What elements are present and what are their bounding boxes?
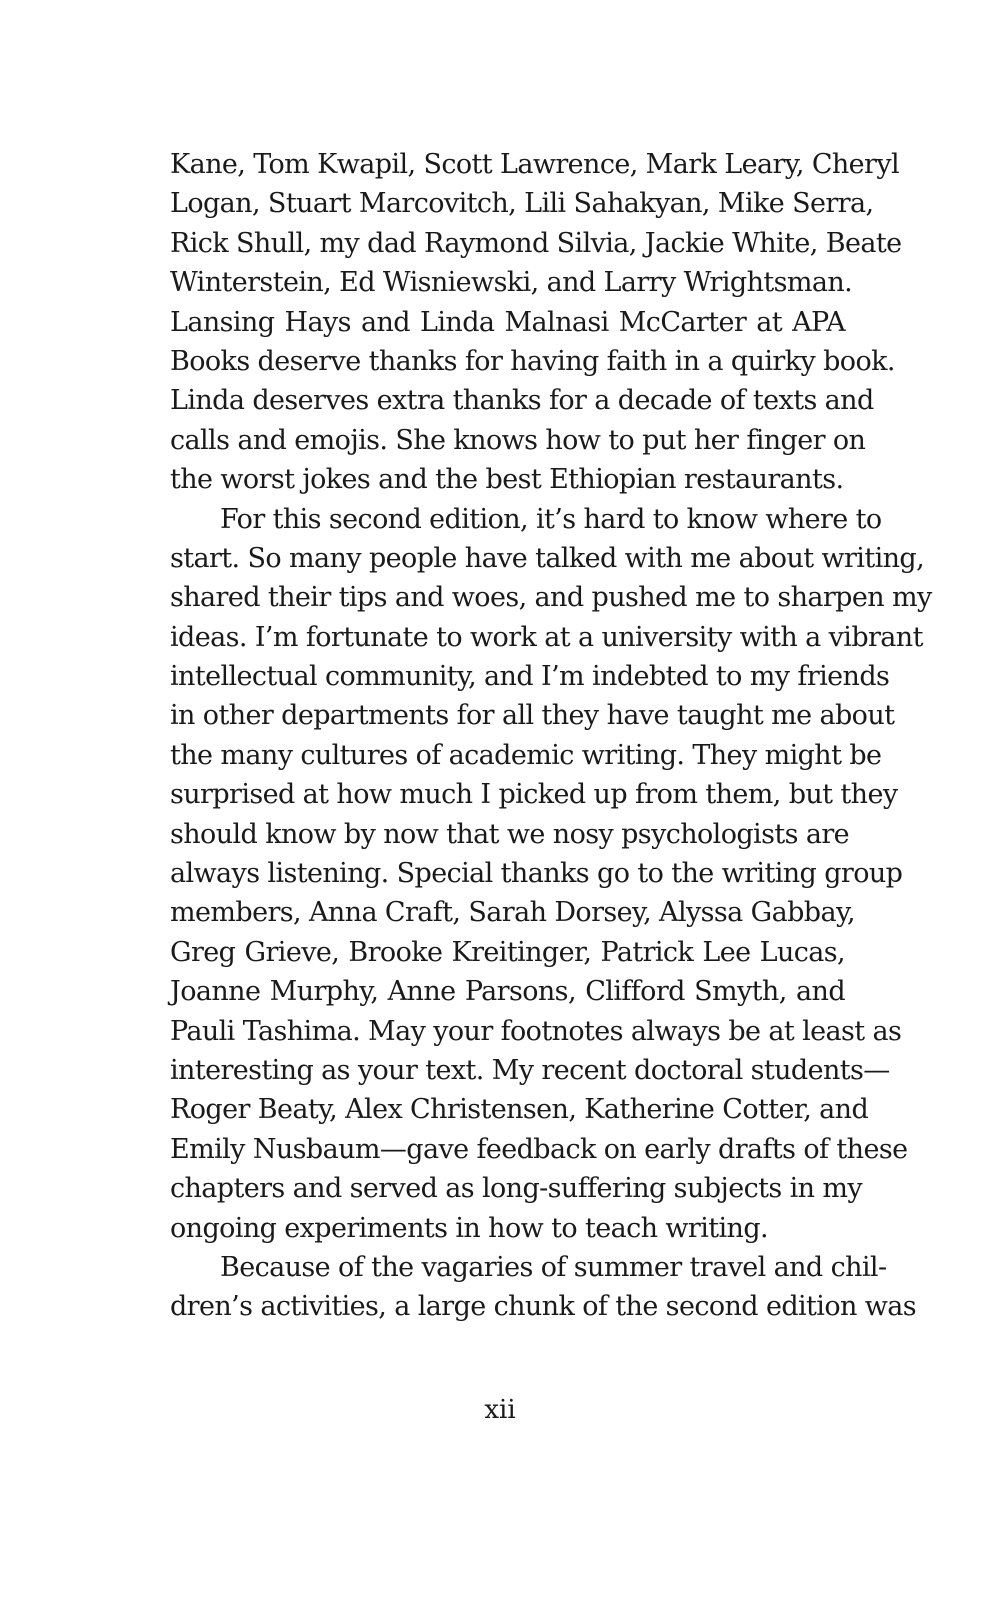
text-line: Because of the vagaries of summer travel and chil-: [220, 1251, 887, 1283]
text-line: in other departments for all they have taught me about: [170, 700, 895, 732]
body-text: [170, 145, 932, 1327]
text-line: Rick Shull, my dad Raymond Silvia, Jackie White, Beate: [170, 227, 902, 259]
text-line: Joanne Murphy, Anne Parsons, Clifford Smyth, and: [170, 976, 845, 1008]
text-line: always listening. Special thanks go to the writing group: [170, 858, 903, 890]
text-line: interesting as your text. My recent doctoral students—: [170, 1054, 890, 1086]
text-line: members, Anna Craft, Sarah Dorsey, Alyssa Gabbay,: [170, 897, 856, 929]
text-line: chapters and served as long-suffering subjects in my: [170, 1173, 863, 1205]
text-line: surprised at how much I picked up from them, but they: [170, 779, 898, 811]
text-line: the worst jokes and the best Ethiopian restaurants.: [170, 464, 844, 496]
text-line: Winterstein, Ed Wisniewski, and Larry Wrightsman.: [170, 267, 853, 299]
text-line: Logan, Stuart Marcovitch, Lili Sahakyan, Mike Serra,: [170, 188, 874, 220]
text-line: Lansing Hays and Linda Malnasi McCarter at APA: [170, 306, 845, 338]
text-line: Kane, Tom Kwapil, Scott Lawrence, Mark Leary, Cheryl: [170, 149, 900, 180]
text-line: Emily Nusbaum—gave feedback on early drafts of these: [170, 1133, 908, 1165]
text-line: intellectual community, and I’m indebted to my friends: [170, 661, 890, 693]
text-line: Roger Beaty, Alex Christensen, Katherine Cotter, and: [170, 1094, 869, 1126]
text-line: dren’s activities, a large chunk of the second edition was: [170, 1291, 917, 1323]
text-line: For this second edition, it’s hard to know where to: [220, 503, 882, 535]
text-line: should know by now that we nosy psychologists are: [170, 818, 850, 850]
text-line: shared their tips and woes, and pushed me to sharpen my: [170, 582, 932, 614]
text-line: Pauli Tashima. May your footnotes always be at least as: [170, 1015, 902, 1047]
text-line: start. So many people have talked with me about writing,: [170, 542, 925, 574]
text-line: Books deserve thanks for having faith in a quirky book.: [170, 345, 895, 377]
text-line: ideas. I’m fortunate to work at a university with a vibrant: [170, 621, 923, 653]
text-line: Linda deserves extra thanks for a decade of texts and: [170, 385, 874, 417]
text-line: the many cultures of academic writing. They might be: [170, 739, 882, 771]
text-line: Greg Grieve, Brooke Kreitinger, Patrick Lee Lucas,: [170, 936, 845, 968]
text-line: ongoing experiments in how to teach writing.: [170, 1212, 768, 1244]
text-line: calls and emojis. She knows how to put her finger on: [170, 424, 866, 456]
page-number: xii: [484, 1395, 516, 1425]
